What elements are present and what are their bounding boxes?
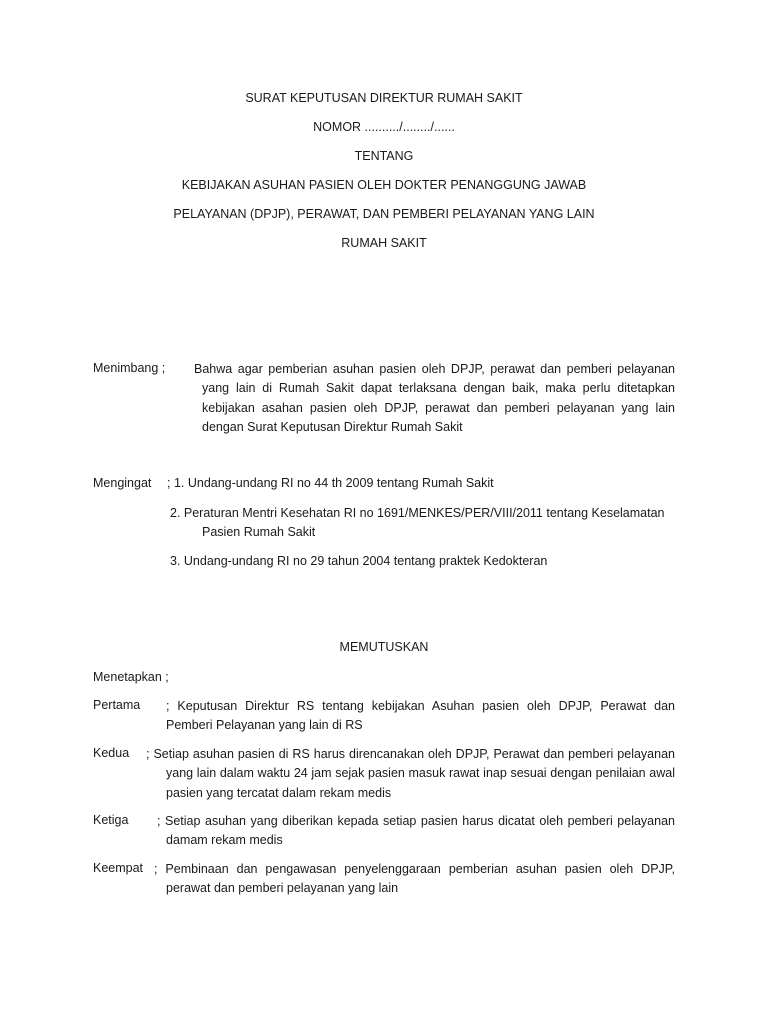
subject-line-3: RUMAH SAKIT xyxy=(341,236,427,250)
keempat-text: ; Pembinaan dan pengawasan penyelenggaraan pemberian asuhan pasien oleh DPJP, perawat dan pemberi pelayanan yang lain xyxy=(154,862,675,896)
mengingat-item-1: ; 1. Undang-undang RI no 44 th 2009 tentang Rumah Sakit xyxy=(167,476,494,490)
memutuskan-heading: MEMUTUSKAN xyxy=(339,640,429,654)
title-line-1: SURAT KEPUTUSAN DIREKTUR RUMAH SAKIT xyxy=(245,91,523,105)
mengingat-label: Mengingat xyxy=(93,476,152,490)
ketiga-text: ; Setiap asuhan yang diberikan kepada setiap pasien harus dicatat oleh pemberi pelayanan damam rekam medis xyxy=(157,814,675,848)
kedua-text: ; Setiap asuhan pasien di RS harus direncanakan oleh DPJP, Perawat dan pemberi pelayanan yang lain dalam waktu 24 jam sejak pasien masuk rawat inap sesuai dengan penilaian awal pasien yang tercatat dalam rekam medis xyxy=(146,747,675,800)
pertama-label: Pertama xyxy=(93,698,141,712)
menimbang-text: Bahwa agar pemberian asuhan pasien oleh DPJP, perawat dan pemberi pelayanan yang lain di Rumah Sakit dapat terlaksana dengan baik, maka perlu ditetapkan kebijakan asahan pasien oleh DPJP, perawat dan pemberi pelayanan yang lain dengan Surat Keputusan Direktur Rumah Sakit xyxy=(194,362,675,434)
subject-line-1: KEBIJAKAN ASUHAN PASIEN OLEH DOKTER PENANGGUNG JAWAB xyxy=(181,178,587,192)
pertama-text: ; Keputusan Direktur RS tentang kebijakan Asuhan pasien oleh DPJP, Perawat dan Pemberi Pelayanan yang lain di RS xyxy=(166,699,675,733)
mengingat-item-2-line-1: 2. Peraturan Mentri Kesehatan RI no 1691/MENKES/PER/VIII/2011 tentang Keselamatan xyxy=(170,506,665,520)
mengingat-item-3: 3. Undang-undang RI no 29 tahun 2004 tentang praktek Kedokteran xyxy=(170,554,548,568)
subject-line-2: PELAYANAN (DPJP), PERAWAT, DAN PEMBERI PELAYANAN YANG LAIN xyxy=(173,207,595,221)
kedua-label: Kedua xyxy=(93,746,130,760)
ketiga-label: Ketiga xyxy=(93,813,129,827)
mengingat-item-2-line-2: Pasien Rumah Sakit xyxy=(202,525,316,539)
number-line: NOMOR ........../......../...... xyxy=(313,120,455,134)
tentang-line: TENTANG xyxy=(354,149,414,163)
menetapkan-label: Menetapkan ; xyxy=(93,670,169,684)
keempat-label: Keempat xyxy=(93,861,144,875)
menimbang-label: Menimbang ; xyxy=(93,361,166,375)
